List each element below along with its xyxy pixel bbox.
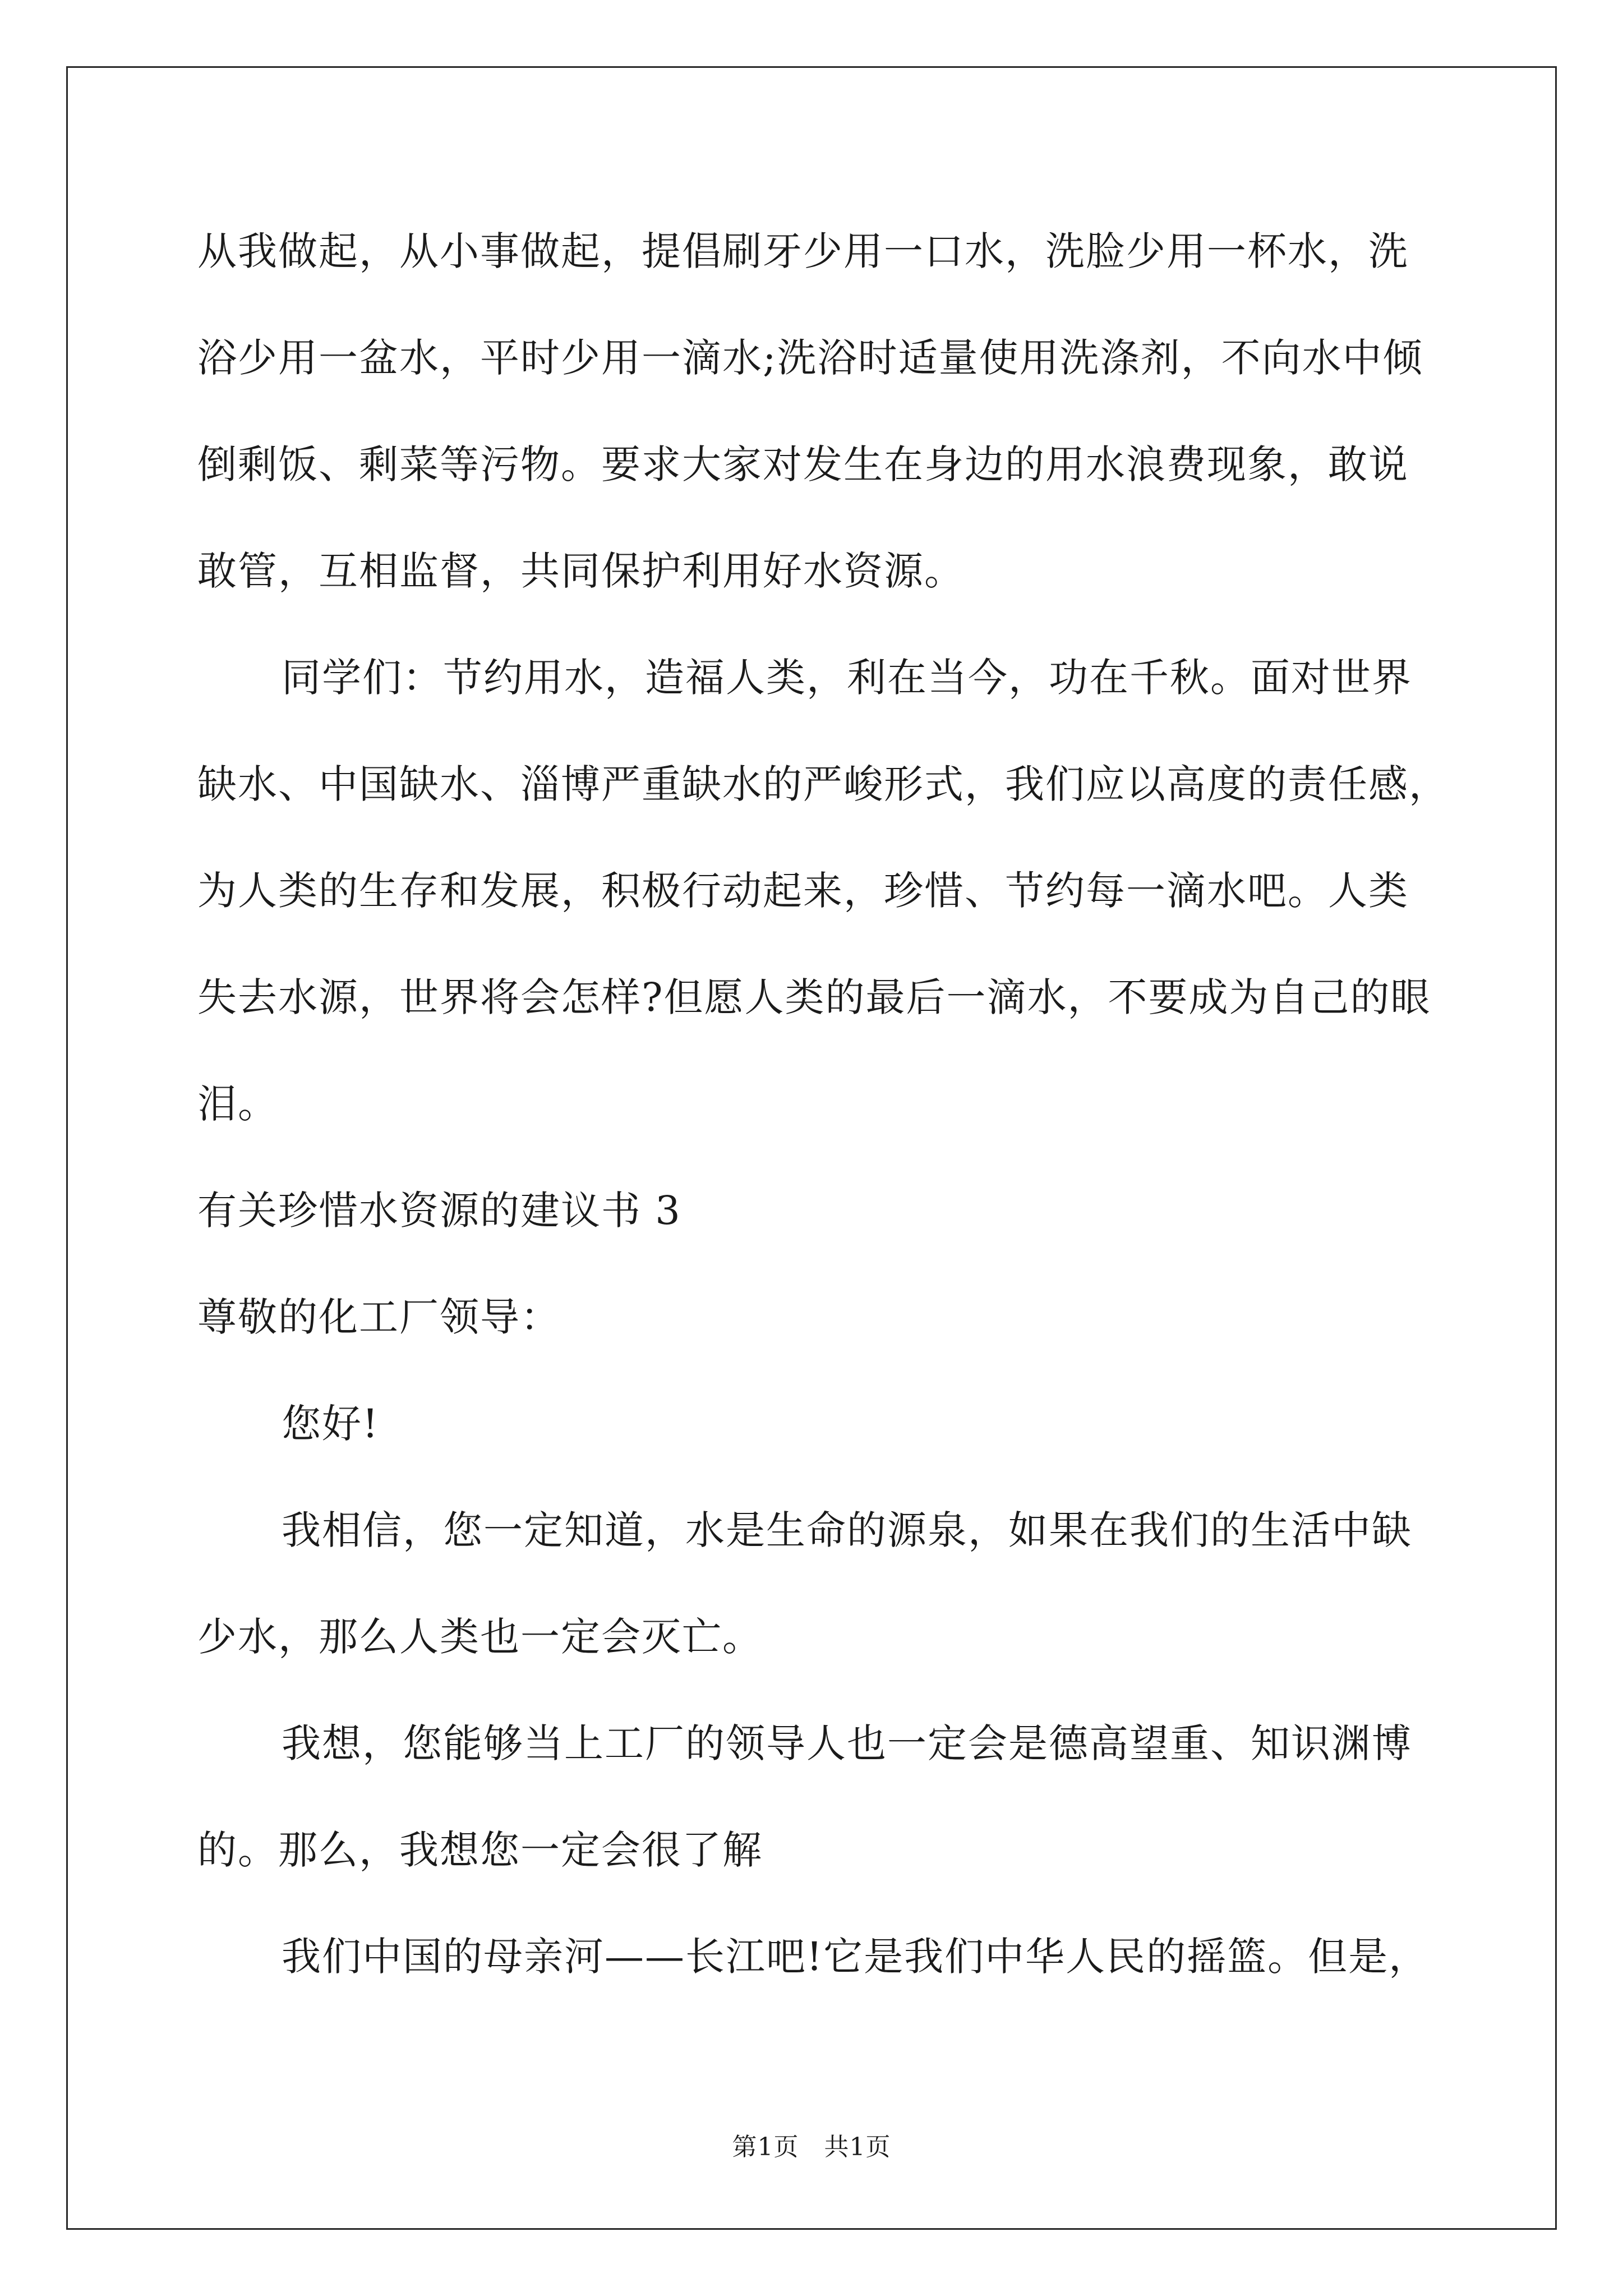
body-line: 我想，您能够当上工厂的领导人也一定会是德高望重、知识渊博 [282, 1720, 1412, 1766]
body-line: 敢管，互相监督，共同保护利用好水资源。 [197, 548, 965, 594]
page-border [66, 66, 1557, 2230]
body-line: 为人类的生存和发展，积极行动起来，珍惜、节约每一滴水吧。人类 [197, 868, 1409, 914]
body-line: 的。那么，我想您一定会很了解 [197, 1827, 763, 1873]
body-line: 我相信，您一定知道，水是生命的源泉，如果在我们的生活中缺 [282, 1507, 1412, 1553]
body-line: 失去水源，世界将会怎样?但愿人类的最后一滴水，不要成为自己的眼 [197, 974, 1431, 1020]
body-line: 同学们：节约用水，造福人类，利在当今，功在千秋。面对世界 [282, 655, 1412, 701]
body-line: 少水，那么人类也一定会灭亡。 [197, 1614, 763, 1660]
salutation: 尊敬的化工厂领导： [197, 1294, 561, 1340]
greeting: 您好! [282, 1401, 380, 1447]
body-line: 浴少用一盆水，平时少用一滴水;洗浴时适量使用洗涤剂，不向水中倾 [197, 335, 1423, 381]
body-line: 我们中国的母亲河——长江吧!它是我们中华人民的摇篮。但是， [282, 1934, 1430, 1980]
body-line: 泪。 [197, 1081, 278, 1127]
body-line: 从我做起，从小事做起，提倡刷牙少用一口水，洗脸少用一杯水，洗 [197, 228, 1409, 274]
body-line: 倒剩饭、剩菜等污物。要求大家对发生在身边的用水浪费现象，敢说 [197, 441, 1409, 487]
page-footer: 第1页 共1页 [732, 2133, 891, 2161]
section-title: 有关珍惜水资源的建议书 3 [197, 1188, 681, 1234]
body-line: 缺水、中国缺水、淄博严重缺水的严峻形式，我们应以高度的责任感， [197, 761, 1449, 807]
